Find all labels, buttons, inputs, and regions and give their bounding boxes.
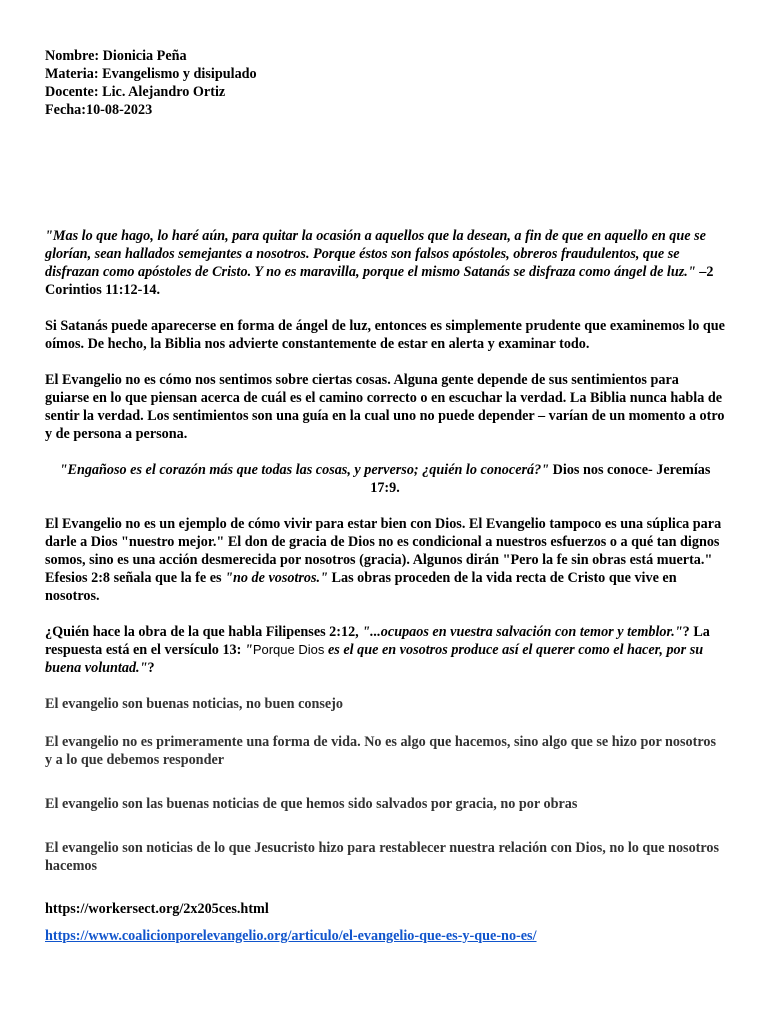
statement-4: El evangelio son noticias de lo que Jesucristo hizo para restablecer nuestra relación con Dios, no lo que nosotros hacemos: [45, 840, 720, 874]
document-page: [45, 47, 725, 945]
paragraph-4: [45, 623, 725, 677]
paragraph-1: Si Satanás puede aparecerse en forma de ángel de luz, entonces es simplemente prudente que examinemos lo que oímos. De hecho, la Biblia nos advierte constantemente de estar en alerta y examinar todo.: [45, 318, 725, 352]
centered-quote-text: "Engañoso es el corazón más que todas las cosas, y perverso; ¿quién lo conocerá?": [59, 462, 550, 478]
paragraph-3-part2: Las obras proceden de la vida recta de Cristo que vive en nosotros.: [45, 570, 677, 604]
subject: Materia: Evangelismo y disipulado: [45, 66, 257, 82]
paragraph-3-italic: "no de vosotros.": [225, 570, 328, 586]
paragraph-4-italic2b: es el que en vosotros produce así el querer como el hacer, por su buena voluntad.": [45, 642, 704, 676]
paragraph-3-part1: El Evangelio no es un ejemplo de cómo vivir para estar bien con Dios. El Evangelio tampoco es una súplica para darle a Dios "nuestro mejor." El don de gracia de Dios no es condicional a nuestros esfuerzos o a qué tan dignos somos, sino es una acción desmerecida por nosotros (gracia). Algunos dirán "Pero la fe sin obras está muerta." Efesios 2:8 señala que la fe es: [45, 516, 722, 586]
paragraph-2: El Evangelio no es cómo nos sentimos sobre ciertas cosas. Alguna gente depende de sus sentimientos para guiarse en lo que piensan acerca de cuál es el camino correcto o en escuchar la verdad. La Biblia nunca habla de sentir la verdad. Los sentimientos son una guía en la cual uno no puede depender – varían de un momento a otro y de persona a persona.: [45, 372, 725, 442]
source-url-2-container: [45, 927, 725, 945]
opening-quote: [45, 227, 725, 299]
paragraph-4-sans: Porque Dios: [252, 642, 328, 657]
paragraph-3: [45, 515, 725, 605]
date: Fecha:10-08-2023: [45, 102, 153, 118]
source-link-2[interactable]: https://www.coalicionporelevangelio.org/articulo/el-evangelio-que-es-y-que-no-es/: [45, 928, 537, 944]
statement-3: El evangelio son las buenas noticias de que hemos sido salvados por gracia, no por obras: [45, 796, 578, 812]
paragraph-4-italic2a: ": [244, 642, 253, 658]
centered-quote-after: Dios nos conoce- Jeremías 17:9.: [370, 462, 711, 496]
source-url-1: https://workersect.org/2x205ces.html: [45, 901, 269, 917]
quote-text: "Mas lo que hago, lo haré aún, para quitar la ocasión a aquellos que la desean, a fin de que en aquello en que se glorían, sean hallados semejantes a nosotros. Porque éstos son falsos apóstoles, obreros fraudulentos, que se disfrazan como apóstoles de Cristo. Y no es maravilla, porque el mismo Satanás se disfraza como ángel de luz.": [45, 228, 706, 280]
paragraph-4-italic1: "...ocupaos en vuestra salvación con temor y temblor.": [362, 624, 683, 640]
paragraph-4-part1: ¿Quién hace la obra de la que habla Filipenses 2:12,: [45, 624, 363, 640]
paragraph-4-part3: ?: [147, 660, 155, 676]
teacher: Docente: Lic. Alejandro Ortiz: [45, 84, 226, 100]
centered-quote: [45, 461, 725, 497]
quote-reference: –2 Corintios 11:12-14.: [45, 264, 714, 298]
student-name: Nombre: Dionicia Peña: [45, 48, 187, 64]
document-header: [45, 47, 725, 119]
statement-1: El evangelio son buenas noticias, no buen consejo: [45, 696, 343, 712]
statement-2: El evangelio no es primeramente una forma de vida. No es algo que hacemos, sino algo que se hizo por nosotros y a lo que debemos responder: [45, 734, 717, 768]
paragraph-4-part2: ? La respuesta está en el versículo 13:: [45, 624, 710, 658]
